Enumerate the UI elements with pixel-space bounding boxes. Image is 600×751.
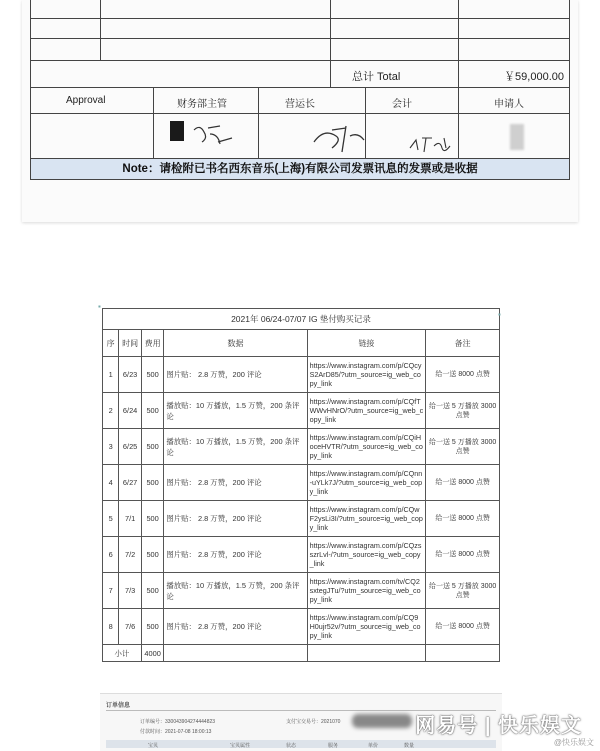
row-index: 6 [103, 537, 119, 573]
row-index: 7 [103, 573, 119, 609]
row-data: 图片贴： 2.8 万赞，200 评论 [164, 501, 307, 537]
row-fee: 500 [141, 537, 164, 573]
redacted-region [352, 714, 412, 728]
col-header-link: 链接 [307, 330, 426, 357]
redacted-signature-block [170, 121, 184, 141]
order-col-item: 宝贝 [148, 743, 159, 749]
table-row [103, 429, 500, 465]
row-index: 8 [103, 609, 119, 645]
row-fee: 500 [141, 573, 164, 609]
redacted-applicant-signature [510, 124, 524, 150]
row-note: 给一送 8000 点赞 [426, 501, 500, 537]
table-row [103, 573, 500, 609]
col-header-time: 时间 [119, 330, 142, 357]
row-data: 图片贴： 2.8 万赞，200 评论 [164, 537, 307, 573]
col-header-fee: 费用 [141, 330, 164, 357]
row-data: 图片贴： 2.8 万赞，200 评论 [164, 357, 307, 393]
table-row [103, 609, 500, 645]
row-note: 给一送 8000 点赞 [426, 465, 500, 501]
alipay-number: 支付宝交易号：2021070 [286, 719, 341, 725]
row-fee: 500 [141, 465, 164, 501]
accountant-signature [408, 134, 456, 158]
watermark-handle: @快乐娱文 [553, 738, 594, 747]
row-data: 图片贴： 2.8 万赞，200 评论 [164, 465, 307, 501]
approval-grid [30, 0, 570, 180]
row-date: 6/25 [119, 429, 142, 465]
row-data: 图片贴： 2.8 万赞，200 评论 [164, 609, 307, 645]
approval-header: Approval [66, 95, 106, 106]
row-data: 播放贴：10 万播放，1.5 万赞，200 条评论 [164, 393, 307, 429]
applicant-header: 申请人 [494, 99, 524, 110]
table-row [103, 393, 500, 429]
row-fee: 500 [141, 429, 164, 465]
order-col-service: 服务 [328, 743, 339, 749]
total-label: 总计 Total [352, 71, 401, 83]
row-link[interactable]: https://www.instagram.com/p/CQwF2ysLi3I/?utm_source=ig_web_copy_link [307, 501, 426, 537]
order-number: 订单编号：330043904274444823 [140, 719, 216, 725]
row-link[interactable]: https://www.instagram.com/tv/CQ2sxtegJTu/?utm_source=ig_web_copy_link [307, 573, 426, 609]
row-fee: 500 [141, 393, 164, 429]
row-note: 给一送 8000 点赞 [426, 609, 500, 645]
paragraph-mark-icon: ▪ [98, 302, 101, 311]
table-row [103, 537, 500, 573]
finance-signature [190, 120, 240, 154]
coo-header: 营运长 [285, 99, 315, 110]
row-date: 6/27 [119, 465, 142, 501]
paragraph-mark-icon: ▪ [498, 310, 501, 319]
table-row [103, 501, 500, 537]
total-value: ￥59,000.00 [504, 71, 564, 83]
row-note: 给一送 5 万播放 3000 点赞 [426, 429, 500, 465]
row-date: 7/1 [119, 501, 142, 537]
order-col-qty: 数量 [404, 743, 415, 749]
row-date: 7/3 [119, 573, 142, 609]
col-header-index: 序 [103, 330, 119, 357]
row-link[interactable]: https://www.instagram.com/p/CQ9H0ujr52v/?utm_source=ig_web_copy_link [307, 609, 426, 645]
accountant-header: 会计 [392, 99, 412, 110]
ig-purchase-record-document [100, 300, 502, 675]
table-header-row [103, 330, 500, 357]
row-date: 6/24 [119, 393, 142, 429]
subtotal-label: 小计 [103, 645, 142, 662]
row-date: 7/2 [119, 537, 142, 573]
row-link[interactable]: https://www.instagram.com/p/CQnn-uYLk7J/?utm_source=ig_web_copy_link [307, 465, 426, 501]
row-link[interactable]: https://www.instagram.com/p/CQzsszrLvl-/?utm_source=ig_web_copy_link [307, 537, 426, 573]
row-index: 4 [103, 465, 119, 501]
payment-time: 付款时间：2021-07-08 18:00:13 [140, 729, 212, 735]
row-link[interactable]: https://www.instagram.com/p/CQcyS2ArD85/?utm_source=ig_web_copy_link [307, 357, 426, 393]
row-date: 7/6 [119, 609, 142, 645]
row-link[interactable]: https://www.instagram.com/p/CQfTWWvHNrO/?utm_source=ig_web_copy_link [307, 393, 426, 429]
subtotal-row [103, 645, 500, 662]
row-date: 6/23 [119, 357, 142, 393]
row-data: 播放贴：10 万播放，1.5 万赞，200 条评论 [164, 573, 307, 609]
row-note: 给一送 8000 点赞 [426, 357, 500, 393]
table-row [103, 357, 500, 393]
row-index: 3 [103, 429, 119, 465]
ig-purchase-table [102, 308, 500, 662]
row-fee: 500 [141, 501, 164, 537]
order-col-status: 状态 [286, 743, 297, 749]
col-header-data: 数据 [164, 330, 307, 357]
row-data: 播放贴：10 万播放，1.5 万赞，200 条评论 [164, 429, 307, 465]
row-fee: 500 [141, 357, 164, 393]
table-row [103, 465, 500, 501]
finance-head-header: 财务部主管 [177, 99, 227, 110]
row-index: 2 [103, 393, 119, 429]
row-note: 给一送 5 万播放 3000 点赞 [426, 573, 500, 609]
note-bar: Note：请检附已书名西东音乐(上海)有限公司发票讯息的发票或是收据 [30, 158, 570, 180]
order-col-attr: 宝贝属性 [230, 743, 251, 749]
watermark-logo: 网易号 | 快乐娱文 [415, 715, 582, 737]
subtotal-value: 4000 [141, 645, 164, 662]
row-note: 给一送 5 万播放 3000 点赞 [426, 393, 500, 429]
row-fee: 500 [141, 609, 164, 645]
order-heading: 订单信息 [106, 703, 131, 709]
row-index: 1 [103, 357, 119, 393]
row-index: 5 [103, 501, 119, 537]
order-col-price: 单价 [368, 743, 379, 749]
table-title: 2021年 06/24-07/07 IG 垫付购买记录 [103, 309, 500, 330]
row-note: 给一送 8000 点赞 [426, 537, 500, 573]
approval-form-document [22, 0, 578, 222]
col-header-note: 备注 [426, 330, 500, 357]
coo-signature [312, 122, 372, 156]
row-link[interactable]: https://www.instagram.com/p/CQiHoceHVTR/?utm_source=ig_web_copy_link [307, 429, 426, 465]
